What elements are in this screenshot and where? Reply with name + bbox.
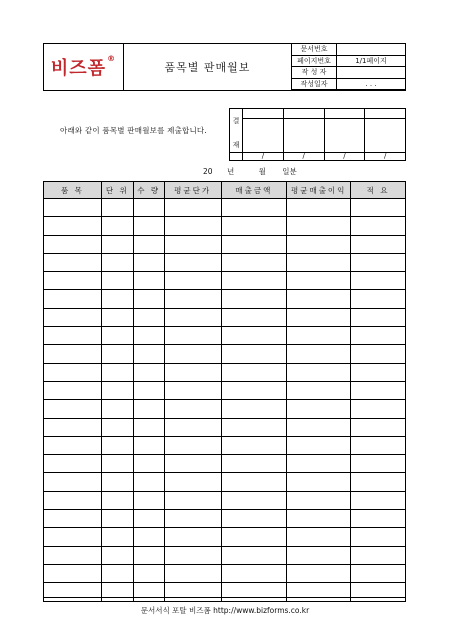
table-cell[interactable] (351, 272, 406, 290)
table-cell[interactable] (287, 436, 351, 454)
column-header: 수 량 (133, 182, 164, 199)
table-cell[interactable] (287, 564, 351, 582)
table-cell[interactable] (101, 491, 133, 509)
table-cell[interactable] (351, 564, 406, 582)
table-cell[interactable] (351, 217, 406, 235)
table-cell[interactable] (164, 400, 221, 418)
table-row (44, 381, 406, 399)
table-row (44, 272, 406, 290)
column-header: 적 요 (351, 182, 406, 199)
table-cell[interactable] (351, 327, 406, 345)
table-cell[interactable] (351, 235, 406, 253)
table-cell[interactable] (133, 345, 164, 363)
table-cell[interactable] (44, 345, 102, 363)
approval-label-spacer (230, 152, 243, 160)
table-row (44, 235, 406, 253)
table-cell[interactable] (133, 363, 164, 381)
table-cell[interactable] (101, 436, 133, 454)
table-cell[interactable] (221, 381, 287, 399)
table-row (44, 528, 406, 546)
day-suffix-label: 일분 (282, 167, 297, 176)
sales-report-table (43, 181, 406, 602)
approval-date-1: / (243, 152, 284, 160)
table-cell[interactable] (101, 235, 133, 253)
table-cell[interactable] (44, 235, 102, 253)
meta-row (292, 44, 405, 55)
column-header: 품 목 (44, 182, 102, 199)
table-cell[interactable] (351, 290, 406, 308)
table-cell[interactable] (44, 381, 102, 399)
table-cell[interactable] (164, 510, 221, 528)
table-cell[interactable] (164, 217, 221, 235)
table-cell[interactable] (164, 473, 221, 491)
table-cell[interactable] (164, 528, 221, 546)
table-cell[interactable] (133, 272, 164, 290)
document-header (43, 43, 406, 91)
table-cell[interactable] (164, 308, 221, 326)
column-header: 매출금액 (221, 182, 287, 199)
table-cell[interactable] (164, 381, 221, 399)
table-cell[interactable] (101, 290, 133, 308)
table-cell[interactable] (351, 455, 406, 473)
table-cell[interactable] (101, 308, 133, 326)
table-row (44, 510, 406, 528)
page-title: 품목별 판매월보 (124, 44, 292, 90)
table-cell[interactable] (351, 546, 406, 564)
table-cell[interactable] (221, 491, 287, 509)
table-cell[interactable] (133, 400, 164, 418)
table-cell[interactable] (221, 473, 287, 491)
meta-value[interactable] (337, 44, 406, 55)
table-cell[interactable] (133, 381, 164, 399)
table-cell[interactable] (351, 528, 406, 546)
table-cell[interactable] (101, 327, 133, 345)
table-header-row (44, 182, 406, 199)
table-cell[interactable] (221, 199, 287, 217)
table-cell[interactable] (221, 436, 287, 454)
table-cell[interactable] (221, 510, 287, 528)
table-cell[interactable] (44, 308, 102, 326)
table-cell[interactable] (221, 363, 287, 381)
table-cell[interactable] (44, 528, 102, 546)
meta-row (292, 78, 405, 90)
table-row (44, 583, 406, 601)
table-cell[interactable] (287, 546, 351, 564)
meta-value[interactable] (337, 67, 406, 79)
table-cell[interactable] (101, 381, 133, 399)
table-cell[interactable] (44, 546, 102, 564)
table-cell[interactable] (287, 253, 351, 271)
meta-value[interactable]: 1/1페이지 (337, 55, 406, 67)
approval-sign-2[interactable] (283, 119, 324, 153)
table-cell[interactable] (133, 235, 164, 253)
table-row (44, 436, 406, 454)
table-cell[interactable] (287, 199, 351, 217)
table-row (44, 400, 406, 418)
table-cell[interactable] (133, 455, 164, 473)
table-cell[interactable] (287, 510, 351, 528)
approval-title-1 (243, 109, 284, 119)
approval-sign-3[interactable] (324, 119, 365, 153)
table-cell[interactable] (351, 418, 406, 436)
logo-cell (44, 44, 124, 90)
column-header: 평균단가 (164, 182, 221, 199)
table-cell[interactable] (164, 327, 221, 345)
meta-label: 작성일자 (292, 78, 337, 90)
approval-date-3: / (324, 152, 365, 160)
table-cell[interactable] (133, 217, 164, 235)
table-cell[interactable] (101, 272, 133, 290)
table-cell[interactable] (221, 455, 287, 473)
table-cell[interactable] (351, 381, 406, 399)
table-cell[interactable] (101, 199, 133, 217)
table-cell[interactable] (101, 455, 133, 473)
approval-date-2: / (283, 152, 324, 160)
table-cell[interactable] (133, 546, 164, 564)
table-row (44, 455, 406, 473)
approval-label-top: 결 재 (230, 109, 243, 153)
table-cell[interactable] (164, 564, 221, 582)
table-cell[interactable] (133, 327, 164, 345)
table-cell[interactable] (221, 308, 287, 326)
table-cell[interactable] (133, 564, 164, 582)
table-row (44, 217, 406, 235)
table-cell[interactable] (133, 199, 164, 217)
table-cell[interactable] (287, 381, 351, 399)
meta-row (292, 55, 405, 67)
table-row (44, 199, 406, 217)
table-cell[interactable] (221, 400, 287, 418)
table-cell[interactable] (351, 308, 406, 326)
table-cell[interactable] (44, 253, 102, 271)
table-cell[interactable] (44, 199, 102, 217)
table-cell[interactable] (101, 473, 133, 491)
table-cell[interactable] (133, 491, 164, 509)
approval-date-4: / (365, 152, 406, 160)
table-cell[interactable] (164, 455, 221, 473)
table-cell[interactable] (44, 400, 102, 418)
table-cell[interactable] (44, 583, 102, 601)
table-cell[interactable] (164, 546, 221, 564)
year-prefix: 20 (203, 167, 213, 176)
table-cell[interactable] (101, 564, 133, 582)
meta-row (292, 67, 405, 79)
table-cell[interactable] (164, 436, 221, 454)
table-cell[interactable] (287, 217, 351, 235)
table-cell[interactable] (351, 491, 406, 509)
approval-sign-1[interactable] (243, 119, 284, 153)
table-cell[interactable] (351, 583, 406, 601)
meta-label: 문서번호 (292, 44, 337, 55)
table-cell[interactable] (133, 510, 164, 528)
approval-title-2 (283, 109, 324, 119)
table-cell[interactable] (101, 583, 133, 601)
table-cell[interactable] (133, 436, 164, 454)
table-row (44, 564, 406, 582)
table-cell[interactable] (287, 491, 351, 509)
submission-sentence: 아래와 같이 품목별 판매월보를 제출합니다. (60, 126, 207, 135)
table-cell[interactable] (287, 583, 351, 601)
table-cell[interactable] (351, 510, 406, 528)
table-row (44, 363, 406, 381)
meta-label: 작 성 자 (292, 67, 337, 79)
column-header: 단 위 (101, 182, 133, 199)
approval-title-3 (324, 109, 365, 119)
approval-sign-4[interactable] (365, 119, 406, 153)
column-header: 평균매출이익 (287, 182, 351, 199)
table-cell[interactable] (287, 363, 351, 381)
table-cell[interactable] (101, 528, 133, 546)
table-cell[interactable] (287, 473, 351, 491)
table-cell[interactable] (164, 235, 221, 253)
table-cell[interactable] (287, 400, 351, 418)
logo-text: 비즈폼 (50, 58, 107, 79)
table-cell[interactable] (101, 418, 133, 436)
table-cell[interactable] (221, 528, 287, 546)
table-cell[interactable] (44, 510, 102, 528)
table-cell[interactable] (287, 272, 351, 290)
table-cell[interactable] (44, 290, 102, 308)
month-label: 월 (258, 167, 266, 176)
table-cell[interactable] (287, 528, 351, 546)
table-cell[interactable] (133, 583, 164, 601)
footer-text: 문서서식 포탈 비즈폼 http://www.bizforms.co.kr (140, 606, 310, 615)
table-cell[interactable] (133, 290, 164, 308)
table-row (44, 491, 406, 509)
table-cell[interactable] (221, 253, 287, 271)
table-cell[interactable] (287, 235, 351, 253)
table-cell[interactable] (133, 253, 164, 271)
table-cell[interactable] (351, 199, 406, 217)
year-label: 년 (226, 167, 235, 176)
table-cell[interactable] (351, 253, 406, 271)
table-cell[interactable] (44, 327, 102, 345)
table-cell[interactable] (101, 510, 133, 528)
table-cell[interactable] (164, 272, 221, 290)
table-cell[interactable] (133, 418, 164, 436)
table-cell[interactable] (101, 217, 133, 235)
table-row (44, 345, 406, 363)
table-cell[interactable] (101, 363, 133, 381)
table-cell[interactable] (101, 345, 133, 363)
report-date-line (203, 166, 297, 177)
table-cell[interactable] (351, 345, 406, 363)
table-cell[interactable] (44, 564, 102, 582)
table-cell[interactable] (287, 290, 351, 308)
table-cell[interactable] (351, 436, 406, 454)
table-cell[interactable] (287, 455, 351, 473)
table-cell[interactable] (101, 400, 133, 418)
table-row (44, 418, 406, 436)
table-cell[interactable] (221, 345, 287, 363)
table-cell[interactable] (44, 455, 102, 473)
table-cell[interactable] (221, 564, 287, 582)
table-cell[interactable] (221, 546, 287, 564)
table-cell[interactable] (164, 418, 221, 436)
table-cell[interactable] (221, 272, 287, 290)
table-cell[interactable] (221, 290, 287, 308)
table-cell[interactable] (164, 491, 221, 509)
table-row (44, 290, 406, 308)
table-cell[interactable] (287, 418, 351, 436)
table-cell[interactable] (351, 363, 406, 381)
table-cell[interactable] (101, 546, 133, 564)
table-cell[interactable] (164, 363, 221, 381)
table-cell[interactable] (221, 418, 287, 436)
footer-divider (43, 597, 406, 598)
document-meta-table (292, 44, 405, 90)
table-row (44, 253, 406, 271)
table-cell[interactable] (164, 290, 221, 308)
table-cell[interactable] (221, 217, 287, 235)
table-cell[interactable] (221, 583, 287, 601)
table-cell[interactable] (351, 473, 406, 491)
registered-mark: ® (107, 54, 117, 63)
table-cell[interactable] (164, 253, 221, 271)
table-cell[interactable] (44, 436, 102, 454)
approval-title-4 (365, 109, 406, 119)
table-row (44, 308, 406, 326)
table-cell[interactable] (133, 528, 164, 546)
table-cell[interactable] (101, 253, 133, 271)
table-cell[interactable] (221, 327, 287, 345)
table-cell[interactable] (351, 400, 406, 418)
table-cell[interactable] (133, 473, 164, 491)
table-cell[interactable] (287, 308, 351, 326)
bizforms-logo (51, 54, 116, 80)
table-cell[interactable] (164, 199, 221, 217)
meta-value[interactable]: . . . (337, 78, 406, 90)
table-cell[interactable] (44, 272, 102, 290)
table-cell[interactable] (287, 327, 351, 345)
table-cell[interactable] (133, 308, 164, 326)
table-cell[interactable] (287, 345, 351, 363)
table-row (44, 473, 406, 491)
table-cell[interactable] (164, 345, 221, 363)
table-cell[interactable] (44, 491, 102, 509)
table-row (44, 327, 406, 345)
approval-box (229, 108, 406, 161)
table-row (44, 546, 406, 564)
table-cell[interactable] (44, 363, 102, 381)
table-cell[interactable] (164, 583, 221, 601)
meta-label: 페이지번호 (292, 55, 337, 67)
table-cell[interactable] (221, 235, 287, 253)
table-cell[interactable] (44, 473, 102, 491)
table-cell[interactable] (44, 418, 102, 436)
table-cell[interactable] (44, 217, 102, 235)
